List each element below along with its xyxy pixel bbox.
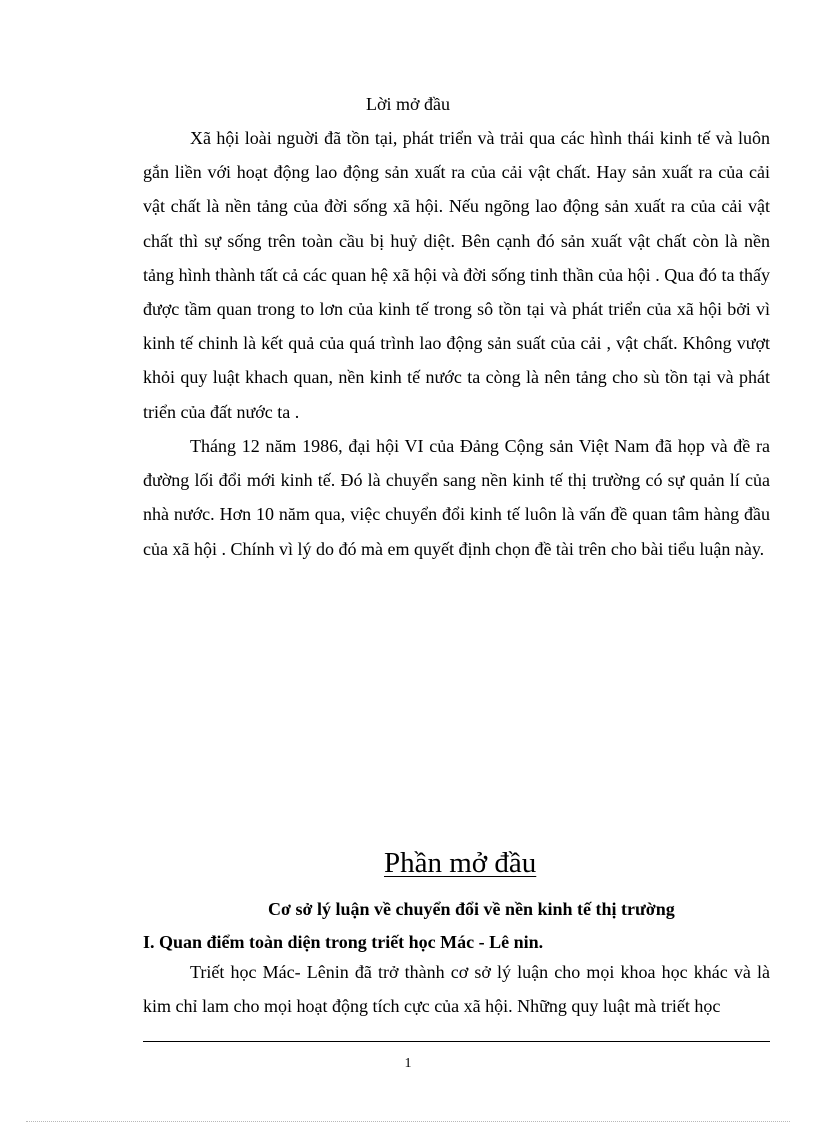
- intro-title: Lời mở đầu: [365, 94, 451, 114]
- page-number: 1: [404, 1056, 412, 1071]
- part-title: Phần mở đầu: [384, 847, 537, 879]
- page-bottom-edge: [26, 1121, 790, 1122]
- part-subtitle: Cơ sở lý luận về chuyển đổi về nền kinh tế thị trường: [268, 899, 675, 919]
- intro-paragraph-1: Xã hội loài nguời đã tồn tại, phát triển và trải qua các hình thái kinh tế và luôn gắn liền với hoạt động lao động sản xuất ra của cải vật chất. Hay sản xuất ra của cải vật chất là nền tảng của đời sống xã hội. Nếu ngõng lao động sản xuất ra của cải vật chất thì sự sống trên toàn cầu bị huỷ diệt. Bên cạnh đó sản xuất vật chất còn là nền tảng hình thành tất cả các quan hệ xã hội và đời sống tinh thần của hội . Qua đó ta thấy được tầm quan trong to lơn của kinh tế trong sô tồn tại và phát triển của xã hội bởi vì kinh tế chinh là kết quả của quá trình lao động sản suất của cải , vật chất. Không vượt khỏi quy luật khach quan, nền kinh tế nước ta còng là nên tảng cho sù tồn tại và phát triển của đất nước ta .: [143, 128, 770, 422]
- intro-paragraph-2: Tháng 12 năm 1986, đại hội VI của Đảng Cộng sản Việt Nam đã họp và đề ra đường lối đổi mới kinh tế. Đó là chuyển sang nền kinh tế thị trường có sự quản lí của nhà nước. Hơn 10 năm qua, việc chuyển đổi kinh tế luôn là vấn đề quan tâm hàng đầu của xã hội . Chính vì lý do đó mà em quyết định chọn đề tài trên cho bài tiểu luận này.: [143, 436, 770, 559]
- footer-divider: [143, 1041, 770, 1042]
- section-heading: I. Quan điểm toàn diện trong triết học Mác - Lê nin.: [143, 932, 544, 952]
- section-paragraph: Triết học Mác- Lênin đã trở thành cơ sở lý luận cho mọi khoa học khác và là kim chỉ lam cho mọi hoạt động tích cực của xã hội. Những quy luật mà triết học: [143, 962, 770, 1017]
